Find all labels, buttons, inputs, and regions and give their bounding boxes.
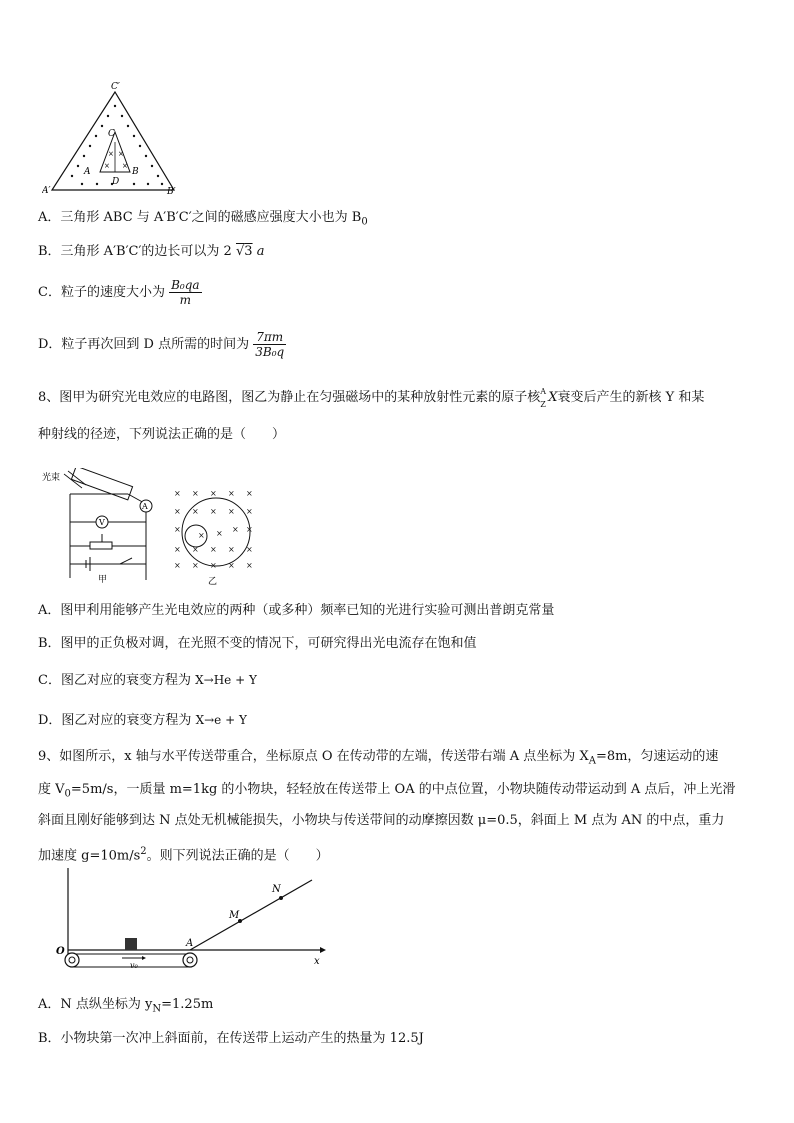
svg-text:×: × [210, 545, 217, 554]
svg-text:×: × [232, 525, 239, 534]
q9-option-a: A．N 点纵坐标为 $y_N=1.25m$ [38, 997, 214, 1015]
svg-text:乙: 乙 [208, 577, 218, 586]
svg-text:×: × [192, 561, 199, 570]
q7-option-c: C．粒子的速度大小为 $\frac{\text{B₀qa}}{m}$ [38, 278, 200, 307]
q8-option-b: B．图甲的正负极对调，在光照不变的情况下，可研究得出光电流存在饱和值 [38, 636, 477, 651]
svg-text:×: × [174, 507, 181, 516]
label-B: B [132, 167, 139, 177]
svg-text:光束: 光束 [42, 473, 61, 483]
photoelectric-circuit-figure [42, 468, 162, 586]
q9-stem-line2: 度 $V_0=5m/s$，一质量 m=1kg 的小物块，轻轻放在传送带上 OA 的中点位置，小物块随传动带运动到 A 点后，冲上光滑 [38, 782, 736, 800]
svg-text:×: × [246, 525, 253, 534]
svg-text:×: × [192, 507, 199, 516]
magnetic-field-tracks-figure [172, 486, 262, 586]
svg-text:×: × [246, 489, 253, 498]
svg-text:M: M [229, 910, 240, 921]
svg-text:N: N [272, 884, 281, 895]
q9-option-b: B．小物块第一次冲上斜面前，在传送带上运动产生的热量为 12.5J [38, 1031, 424, 1046]
svg-text:×: × [174, 525, 181, 534]
q8-stem-line1: 8、图甲为研究光电效应的电路图，图乙为静止在匀强磁场中的某种放射性元素的原子核 A Z X衰变后产生的新核 Y 和某 [38, 386, 705, 409]
svg-text:×: × [104, 162, 110, 170]
svg-text:×: × [210, 561, 217, 570]
label-Cprime: C′ [111, 82, 120, 92]
svg-text:×: × [228, 561, 235, 570]
svg-text:×: × [174, 545, 181, 554]
svg-text:×: × [246, 507, 253, 516]
label-Bprime: B′ [167, 187, 176, 197]
svg-text:×: × [192, 545, 199, 554]
q8-option-d: D．图乙对应的衰变方程为 X→e + Y [38, 713, 247, 728]
q8-option-a: A．图甲利用能够产生光电效应的两种（或多种）频率已知的光进行实验可测出普朗克常量 [38, 603, 555, 618]
svg-text:×: × [228, 545, 235, 554]
svg-text:A: A [186, 938, 194, 949]
svg-text:×: × [174, 561, 181, 570]
svg-text:×: × [228, 489, 235, 498]
label-A: A [84, 167, 91, 177]
svg-text:×: × [246, 561, 253, 570]
svg-text:A: A [142, 502, 148, 511]
conveyor-incline-figure [52, 866, 342, 978]
label-Aprime: A′ [42, 186, 51, 196]
q7-option-d: D．粒子再次回到 D 点所需的时间为 $\frac{7\pi m}{\text{3B₀q}}$ [38, 330, 285, 359]
svg-text:×: × [210, 507, 217, 516]
label-C: C [108, 129, 115, 139]
svg-text:×: × [118, 150, 124, 158]
q8-stem-line2: 种射线的径迹，下列说法正确的是（ ） [38, 427, 286, 442]
svg-text:甲: 甲 [98, 575, 108, 585]
svg-text:×: × [122, 162, 128, 170]
triangle-figure [42, 80, 182, 200]
svg-text:×: × [228, 507, 235, 516]
q7-option-b: B．三角形 A′B′C′的边长可以为 2 √3 a [38, 244, 265, 259]
q7-option-a: A．三角形 ABC 与 A′B′C′之间的磁感应强度大小也为 $B_0$ [38, 210, 368, 228]
svg-text:×: × [210, 489, 217, 498]
q8-option-c: C．图乙对应的衰变方程为 X→He + Y [38, 673, 257, 688]
svg-text:×: × [198, 531, 205, 540]
svg-text:×: × [192, 489, 199, 498]
q9-stem-line1: 9、如图所示，x 轴与水平传送带重合，坐标原点 O 在传动带的左端，传送带右端 A 点坐标为 $X_A=8m$，匀速运动的速 [38, 749, 719, 767]
svg-text:×: × [174, 489, 181, 498]
svg-text:V: V [99, 518, 105, 527]
svg-text:×: × [216, 529, 223, 538]
q9-stem-line3: 斜面且刚好能够到达 N 点处无机械能损失，小物块与传送带间的动摩擦因数 μ=0.5，斜面上 M 点为 AN 的中点，重力 [38, 813, 725, 828]
svg-text:×: × [108, 150, 114, 158]
svg-text:v₀: v₀ [130, 961, 138, 970]
svg-text:×: × [246, 545, 253, 554]
svg-text:O: O [56, 946, 65, 957]
svg-text:x: x [314, 956, 320, 967]
label-D: D [112, 177, 120, 187]
q9-stem-line4: 加速度 $g=10m/s^2$。则下列说法正确的是（ ） [38, 846, 329, 864]
